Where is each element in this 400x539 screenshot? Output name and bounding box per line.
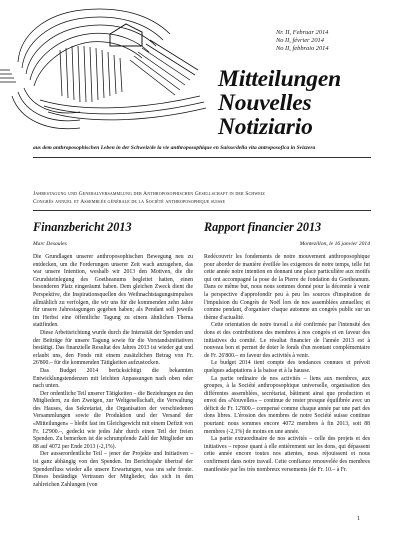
header-divider: [33, 157, 371, 158]
article-fr-paragraph: Le budget 2014 tient compte des tendances connues et prévoit quelques adaptations à la baisse et à la hausse.: [204, 360, 370, 374]
article-fr-paragraph: Redécouvrir les fondements de notre mouvement anthroposophique pour aborder de manière éveillée les exigences de notre temps, telle fut cette année notre intention en donnant une place particulière aux motifs qui ont accompagné la pose de la Pierre de fondation du Goetheanum. Dans ce même but, nous nous sommes donné pour la décennie à venir la perspective d'approfondir peu à peu les sources d'inspiration de l'impulsion du Congrès de Noël lors de nos assemblées annuelles; et comme pendant, d'organiser chaque automne un congrès public sur un thème d'actualité.: [204, 254, 370, 321]
article-de-heading: Finanzbericht 2013: [33, 220, 132, 234]
journal-logo: [0, 0, 210, 140]
journal-title: [218, 67, 341, 139]
meeting-heading: [33, 190, 265, 206]
article-de-paragraph: Diese Arbeitsrichtung wurde durch die Intensität der Spenden und der Beiträge für unsere Tagung sowie für die Vorstandsinitiativen bestätigt. Das finanzielle Resultat des Jahres 2013 ist wieder gut und erlaubt uns, den Fonds mit einem zusätzlichen Betrag von Fr. 26'800.– für die kommenden Tätigkeiten aufzustocken.: [33, 329, 193, 367]
article-fr-heading: Rapport financier 2013: [204, 220, 322, 234]
title-fr: Nouvelles: [218, 90, 312, 116]
article-fr-body: [204, 254, 370, 474]
article-de-author: Marc Desaules: [33, 241, 67, 247]
issue-line-fr: No II, février 2014: [276, 37, 324, 45]
article-de-paragraph: Der ordentliche Teil unserer Tätigkeiten – die Beziehungen zu den Mitgliedern, zu den Zweigen, zur Weltgesellschaft, die Verwaltung des Hauses, das Sekretariat, die Organisation der verschiedenen Versammlungen sowie die Produktion und der Versand der «Mitteilungen» – bleibt fast im Gleichgewicht mit einem Defizit von Fr. 12'900.–, gedeckt wie jedes Jahr durch einen Teil der freien Spenden. Zu bemerken ist die schrumpfende Zahl der Mitglieder um 88 auf 4072 per Ende 2013 (-2,1%).: [33, 390, 193, 450]
article-de-paragraph: Der ausserordentliche Teil – jener der Projekte und Initiativen – ist ganz abhängig von den Spenden. Im Berichtsjahr übertraf der Spendenfluss wieder alle unsere Erwartungen, was uns sehr freute. Dieses beständige Vertrauen der Mitglieder, das sich in den zahlreichen Zahlungen (von: [33, 451, 193, 488]
article-de: [33, 220, 193, 489]
article-fr-paragraph: La partie extraordinaire de nos activités – celle des projets et des initiatives – repose quant à elle entièrement sur les dons, qui dépassent cette année encore toutes nos attentes, nous réjouissent et nous confirment dans notre travail. Cette confiance renouvelée des membres manifestée par les très nombreux versements (de Fr. 10.– à Fr.: [204, 436, 370, 473]
issue-line-it: No II, febbraio 2014: [276, 45, 329, 53]
article-fr-paragraph: Cette orientation de notre travail a été confirmée par l'intensité des dons et des contributions des membres à nos congrès et en faveur des initiatives du comité. Le résultat financier de l'année 2013 est à nouveau bon et permet de doter le fonds d'un montant complémentaire de Fr. 26'800.– en faveur des activités à venir.: [204, 322, 370, 359]
issue-info: [276, 29, 329, 54]
article-de-byline: [33, 241, 193, 249]
journal-subtitle: aus dem anthroposophischen Leben in der Schweiz/de la vie anthroposophique en Suisse/della vita antroposofica in Svizzera: [33, 145, 316, 151]
meeting-line-fr: Congrès annuel et Assemblée générale de la Société anthroposophique suisse: [33, 199, 226, 205]
title-it: Notiziario: [218, 114, 313, 140]
title-de: Mitteilungen: [218, 66, 341, 92]
article-de-paragraph: Die Grundlagen unserer anthroposophischen Bewegung neu zu entdecken, um die Forderungen unserer Zeit wach anzugehen, das war unsere Intention, weshalb wir 2013 den Motiven, die die Grundsteinlegung des Goetheanums begleitet hatten, einen besonderen Platz eingeräumt haben. Dem gleichen Zweck dient die Perspektive, die Inspirationsquellen des Weihnachtstagungsimpulses allmählich zu verfolgen, die wir uns für die kommenden zehn Jahre für unsere Jahrestagungen gegeben haben; als Pendant soll jeweils im Herbst eine öffentliche Tagung zu einem ähnlichen Thema stattfinden.: [33, 254, 193, 329]
meeting-line-de: Jahrestagung und Generalversammlung der Anthroposophischen Gesellschaft in der Schweiz: [33, 191, 265, 197]
article-de-paragraph: Das Budget 2014 berücksichtigt die bekannten Entwicklungstendenzen mit leichten Anpassungen nach oben oder nach unten.: [33, 367, 193, 390]
article-fr-byline: [204, 241, 370, 249]
section-divider: [33, 210, 371, 211]
article-fr-dateline: Montezillon, le 16 janvier 2014: [299, 241, 370, 247]
issue-line-de: Nr. II, Februar 2014: [276, 29, 329, 36]
article-fr-paragraph: La partie ordinaire de nos activités – liens aux membres, aux groupes, à la Société anthroposophique universelle, organisation des différentes assemblées, secrétariat, bâtiment ainsi que production et envoi des «Nouvelles» – continue de rester presque équilibrée avec un déficit de Fr. 12'800.– compensé comme chaque année par une part des dons libres. L'érosion des membres de notre Société suisse continue pourtant: nous sommes encore 4072 membres à fin 2013, soit 88 membres (-2,1%) de moins en une année.: [204, 375, 370, 435]
article-fr: [204, 220, 370, 474]
page-number: 1: [357, 516, 360, 522]
article-de-body: [33, 254, 193, 489]
